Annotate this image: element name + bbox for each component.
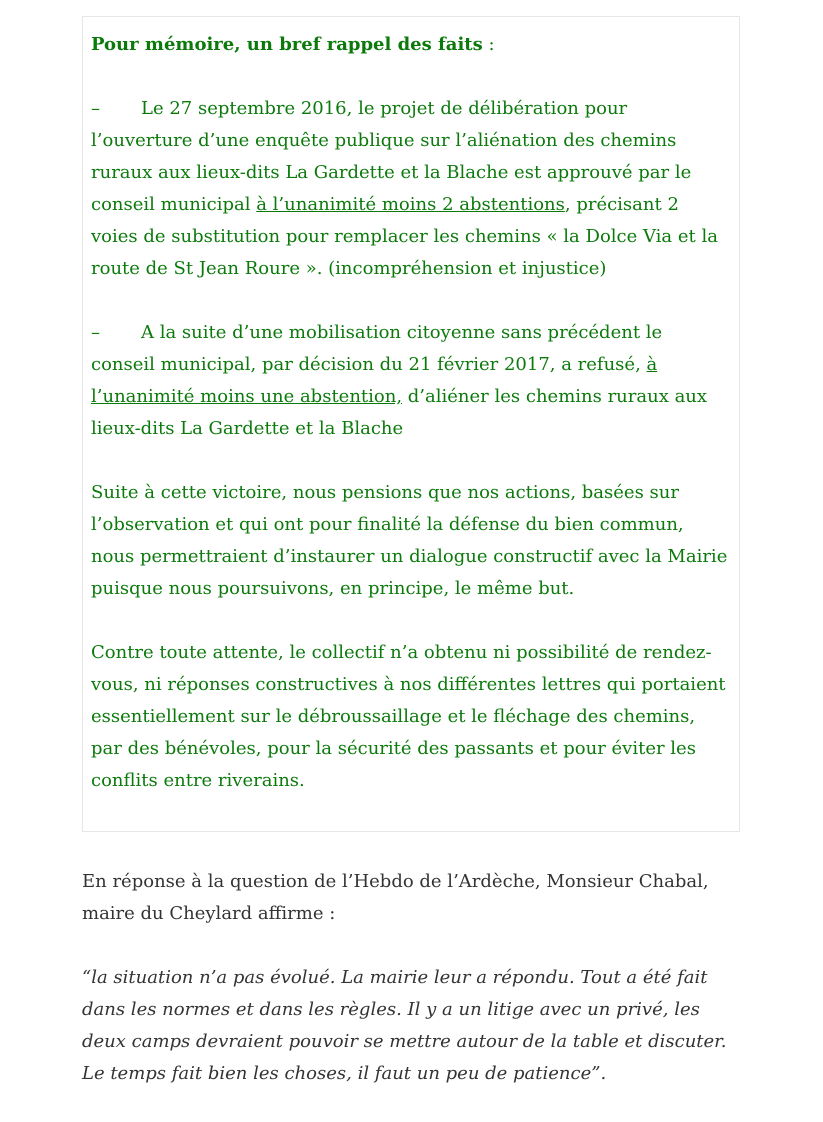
reminder-heading — [91, 29, 731, 61]
fact-item-2 — [91, 317, 731, 445]
reminder-heading-title: Pour mémoire, un bref rappel des faits — [91, 34, 483, 55]
reminder-heading-colon: : — [482, 34, 495, 55]
fact-item-2-text-a: A la suite d’une mobilisation citoyenne sans précédent le conseil municipal, par décision du 21 février 2017, a refusé, — [91, 322, 663, 375]
fact-item-1-text-a: Le 27 septembre 2016, le projet de délibération pour l’ouverture d’une enquête publique sur l’aliénation des chemins ruraux aux lieux-dits La Gardette et la Blache est approuvé par le conseil municipal — [91, 98, 692, 215]
article-body — [82, 866, 742, 1122]
fact-item-2-dash: – — [91, 322, 100, 343]
fact-item-2-text-b: d’aliéner les chemins ruraux aux lieux-dits La Gardette et la Blache — [91, 386, 708, 439]
reminder-box — [82, 16, 740, 832]
fact-item-2-underlined: à l’unanimité moins une abstention, — [91, 354, 658, 407]
reminder-box-content — [91, 29, 731, 829]
no-response-paragraph: Contre toute attente, le collectif n’a obtenu ni possibilité de rendez-vous, ni réponses constructives à nos différentes lettres qui portaient essentiellement sur le débroussaillage et le fléchage des chemins, par des bénévoles, pour la sécurité des passants et pour éviter les conflits entre riverains. — [91, 642, 726, 791]
victory-paragraph: Suite à cette victoire, nous pensions que nos actions, basées sur l’observation et qui ont pour finalité la défense du bien commun, nous permettraient d’instaurer un dialogue constructif avec la Mairie puisque nous poursuivons, en principe, le même but. — [91, 482, 728, 599]
fact-item-1-dash: – — [91, 98, 100, 119]
fact-item-1 — [91, 93, 731, 285]
mayor-intro-paragraph: En réponse à la question de l’Hebdo de l’Ardèche, Monsieur Chabal, maire du Cheylard affirme : — [82, 871, 709, 924]
fact-item-1-text-b: , précisant 2 voies de substitution pour remplacer les chemins « la Dolce Via et la route de St Jean Roure ». (incompréhension et injustice) — [91, 194, 718, 279]
fact-item-1-underlined: à l’unanimité moins 2 abstentions — [256, 194, 565, 215]
mayor-quote: “la situation n’a pas évolué. La mairie leur a répondu. Tout a été fait dans les normes et dans les règles. Il y a un litige avec un privé, les deux camps devraient pouvoir se mettre autour de la table et discuter. Le temps fait bien les choses, il faut un peu de patience”. — [82, 967, 727, 1084]
